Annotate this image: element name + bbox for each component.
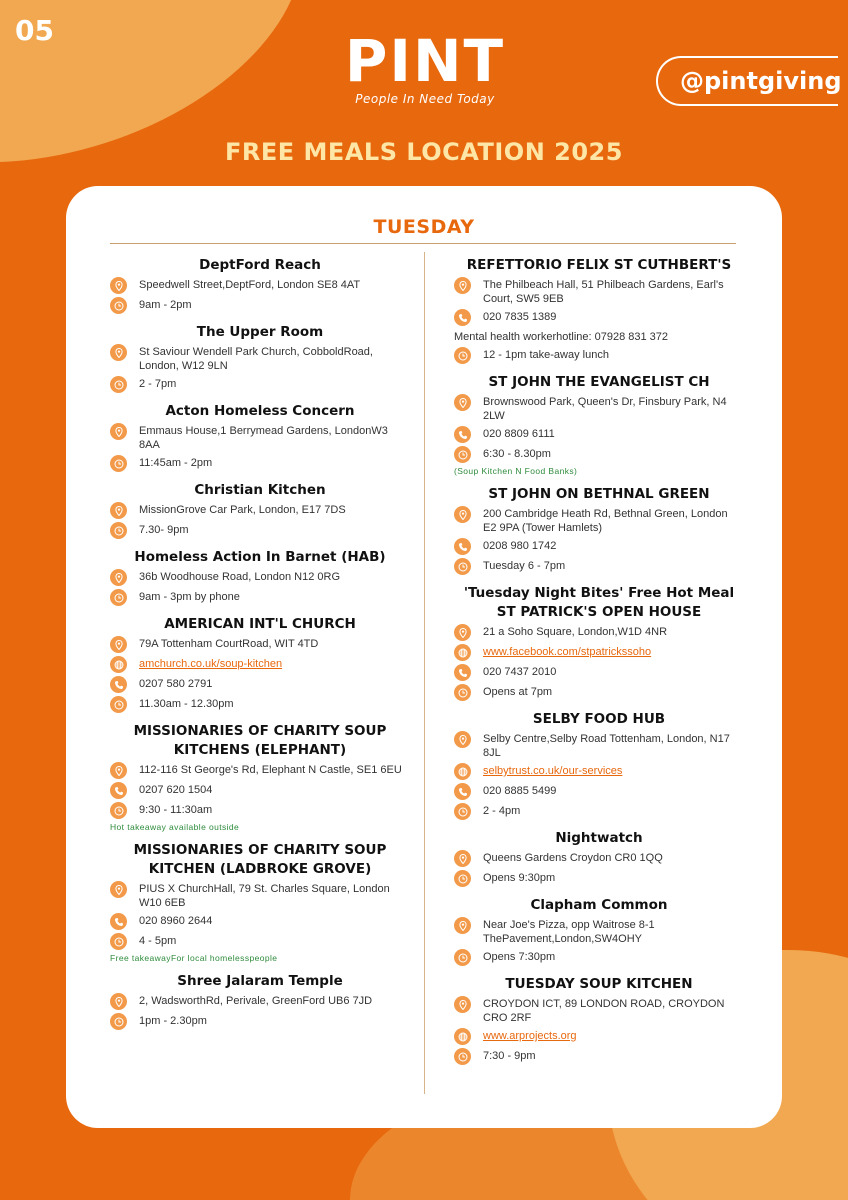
location-pin-icon: [110, 881, 127, 898]
venue-detail-row: [454, 310, 744, 326]
venue-title: MISSIONARIES OF CHARITY SOUP KITCHENS (ELEPHANT): [133, 723, 387, 758]
venue-hours: 9:30 - 11:30am: [139, 804, 213, 816]
venue-missionaries-of-charity-soup-kitchen-ladbroke-grove: [110, 841, 410, 963]
location-pin-icon: [110, 423, 127, 440]
venue-detail-row: [110, 882, 410, 910]
venue-title: ST JOHN ON BETHNAL GREEN: [488, 486, 710, 502]
venue-address: Selby Centre,Selby Road Tottenham, London, N17 8JL: [483, 733, 730, 759]
clock-icon: [454, 949, 471, 966]
venue-phone: 020 8885 5499: [483, 785, 557, 797]
clock-icon: [110, 802, 127, 819]
clock-icon: [454, 684, 471, 701]
venue-title: Acton Homeless Concern: [165, 403, 355, 419]
venue-phone: 020 8809 6111: [483, 428, 555, 440]
venue-title: Nightwatch: [555, 830, 643, 846]
venue-info-text: Mental health workerhotline: 07928 831 372: [454, 331, 669, 343]
venue-hours: Opens 9:30pm: [483, 872, 556, 884]
venue-detail-row: [454, 507, 744, 535]
venue-title: Homeless Action In Barnet (HAB): [134, 549, 386, 565]
venue-website-link[interactable]: amchurch.co.uk/soup-kitchen: [139, 658, 283, 670]
column-divider: [424, 252, 425, 1094]
venue-address: PIUS X ChurchHall, 79 St. Charles Square, London W10 6EB: [139, 883, 390, 909]
venue-address: CROYDON ICT, 89 LONDON ROAD, CROYDON CRO 2RF: [483, 998, 725, 1024]
venue-address: Emmaus House,1 Berrymead Gardens, LondonW3 8AA: [139, 425, 388, 451]
venue-detail-row: [110, 783, 410, 799]
venue-title: SELBY FOOD HUB: [532, 711, 666, 727]
location-pin-icon: [110, 569, 127, 586]
venue-title: MISSIONARIES OF CHARITY SOUP KITCHEN (LADBROKE GROVE): [133, 842, 387, 877]
venue-website-link[interactable]: selbytrust.co.uk/our-services: [483, 765, 623, 777]
venue-address: The Philbeach Hall, 51 Philbeach Gardens, Earl's Court, SW5 9EB: [483, 279, 724, 305]
page-title: FREE MEALS LOCATION 2025: [225, 138, 623, 166]
venue-detail-row: [454, 764, 744, 780]
venue-title: Shree Jalaram Temple: [177, 973, 343, 989]
venue-nightwatch: [454, 829, 744, 887]
location-pin-icon: [454, 731, 471, 748]
venue-detail-row: [454, 645, 744, 661]
venue-detail-row: [454, 950, 744, 966]
venue-hours: Tuesday 6 - 7pm: [483, 560, 566, 572]
clock-icon: [110, 696, 127, 713]
venue-phone: 0207 620 1504: [139, 784, 213, 796]
venue-detail-row: [454, 348, 744, 364]
venue-address: Speedwell Street,DeptFord, London SE8 4AT: [139, 279, 361, 291]
location-pin-icon: [110, 277, 127, 294]
venue-hours: 7.30- 9pm: [139, 524, 189, 536]
clock-icon: [454, 803, 471, 820]
venue-address: Queens Gardens Croydon CR0 1QQ: [483, 852, 663, 864]
venue-detail-row: [454, 685, 744, 701]
clock-icon: [110, 455, 127, 472]
venue-hours: 11.30am - 12.30pm: [139, 698, 234, 710]
venue-detail-row: [454, 395, 744, 423]
venue-christian-kitchen: [110, 481, 410, 539]
venue-detail-row: [110, 278, 410, 294]
venue-homeless-action-in-barnet-hab: [110, 548, 410, 606]
location-pin-icon: [454, 394, 471, 411]
logo-tagline: People In Need Today: [355, 92, 495, 106]
venue-detail-row: [454, 559, 744, 575]
venue-detail-row: [110, 934, 410, 950]
venue-detail-row: [110, 523, 410, 539]
venue-address: 36b Woodhouse Road, London N12 0RG: [139, 571, 340, 583]
listing-card: [66, 186, 782, 1128]
venue-phone: 020 8960 2644: [139, 915, 213, 927]
venue-detail-row: [454, 851, 744, 867]
globe-icon: [454, 763, 471, 780]
social-handle[interactable]: @pintgiving: [656, 56, 838, 106]
venue-hours: 11:45am - 2pm: [139, 457, 213, 469]
venue-detail-row: [110, 763, 410, 779]
clock-icon: [110, 376, 127, 393]
venue-hours: 2 - 4pm: [483, 805, 521, 817]
venue-detail-row: [110, 345, 410, 373]
clock-icon: [454, 347, 471, 364]
phone-icon: [454, 309, 471, 326]
clock-icon: [454, 446, 471, 463]
venue-title: 'Tuesday Night Bites' Free Hot Meal ST PATRICK'S OPEN HOUSE: [463, 585, 735, 620]
venue-address: Near Joe's Pizza, opp Waitrose 8-1 ThePavement,London,SW4OHY: [483, 919, 655, 945]
clock-icon: [454, 1048, 471, 1065]
phone-icon: [110, 782, 127, 799]
location-pin-icon: [454, 506, 471, 523]
venue-detail-row: [110, 424, 410, 452]
location-pin-icon: [454, 277, 471, 294]
venue-title: ST JOHN THE EVANGELIST CH: [488, 374, 710, 390]
venue-detail-row: [110, 298, 410, 314]
venue-detail-row: [110, 994, 410, 1010]
venue-the-upper-room: [110, 323, 410, 393]
page-number: 05: [15, 14, 54, 47]
venue-hours: Opens at 7pm: [483, 686, 553, 698]
location-pin-icon: [110, 344, 127, 361]
venue-phone: 020 7437 2010: [483, 666, 557, 678]
location-pin-icon: [110, 762, 127, 779]
venue-detail-row: [454, 732, 744, 760]
venue-detail-row: [454, 427, 744, 443]
phone-icon: [454, 664, 471, 681]
phone-icon: [110, 676, 127, 693]
day-title: TUESDAY: [373, 216, 475, 238]
venue-shree-jalaram-temple: [110, 972, 410, 1030]
clock-icon: [110, 1013, 127, 1030]
clock-icon: [454, 870, 471, 887]
venue-hours: 9am - 3pm by phone: [139, 591, 240, 603]
venue-detail-row: [454, 625, 744, 641]
location-pin-icon: [110, 993, 127, 1010]
venue-tuesday-night-bites-free-hot-meal-st-patrick-s-open-house: [454, 584, 744, 701]
venue-address: Brownswood Park, Queen's Dr, Finsbury Park, N4 2LW: [483, 396, 727, 422]
globe-icon: [454, 1028, 471, 1045]
venue-detail-row: [110, 456, 410, 472]
venue-hours: Opens 7:30pm: [483, 951, 556, 963]
venue-detail-row: [454, 871, 744, 887]
venue-detail-row: [454, 278, 744, 306]
globe-icon: [454, 644, 471, 661]
venue-hours: 6:30 - 8.30pm: [483, 448, 551, 460]
venue-detail-row: [454, 918, 744, 946]
venue-detail-row: [454, 1049, 744, 1065]
venue-hours: 7:30 - 9pm: [483, 1050, 536, 1062]
right-column: [454, 256, 744, 1074]
venue-detail-row: [110, 570, 410, 586]
venue-american-int-l-church: [110, 615, 410, 713]
venue-address: 112-116 St George's Rd, Elephant N Castle, SE1 6EU: [139, 764, 402, 776]
location-pin-icon: [110, 502, 127, 519]
location-pin-icon: [454, 850, 471, 867]
phone-icon: [454, 783, 471, 800]
clock-icon: [110, 297, 127, 314]
phone-icon: [454, 538, 471, 555]
venue-website-link[interactable]: www.facebook.com/stpatrickssoho: [483, 646, 652, 658]
venue-title: REFETTORIO FELIX ST CUTHBERT'S: [466, 257, 732, 273]
clock-icon: [454, 558, 471, 575]
venue-clapham-common: [454, 896, 744, 966]
venue-address: 2, WadsworthRd, Perivale, GreenFord UB6 7JD: [139, 995, 373, 1007]
venue-detail-row: [110, 803, 410, 819]
venue-title: The Upper Room: [196, 324, 324, 340]
venue-deptford-reach: [110, 256, 410, 314]
venue-detail-row: [110, 377, 410, 393]
globe-icon: [110, 656, 127, 673]
venue-detail-row: [454, 804, 744, 820]
venue-address: 21 a Soho Square, London,W1D 4NR: [483, 626, 668, 638]
venue-hours: 1pm - 2.30pm: [139, 1015, 207, 1027]
venue-title: Clapham Common: [530, 897, 668, 913]
venue-title: DeptFord Reach: [199, 257, 321, 273]
venue-website-link[interactable]: www.arprojects.org: [483, 1030, 577, 1042]
venue-hours: 12 - 1pm take-away lunch: [483, 349, 609, 361]
venue-detail-row: [454, 665, 744, 681]
location-pin-icon: [110, 636, 127, 653]
venue-selby-food-hub: [454, 710, 744, 820]
venue-detail-row: [110, 637, 410, 653]
location-pin-icon: [454, 917, 471, 934]
venue-detail-row: [110, 503, 410, 519]
venue-missionaries-of-charity-soup-kitchens-elephant: [110, 722, 410, 832]
venue-hours: 4 - 5pm: [139, 935, 177, 947]
venue-refettorio-felix-st-cuthbert-s: [454, 256, 744, 364]
location-pin-icon: [454, 624, 471, 641]
clock-icon: [110, 933, 127, 950]
left-column: [110, 256, 410, 1039]
venue-title: TUESDAY SOUP KITCHEN: [505, 976, 693, 992]
venue-detail-row: [454, 784, 744, 800]
venue-st-john-on-bethnal-green: [454, 485, 744, 575]
venue-detail-row: [454, 447, 744, 463]
venue-note: Free takeawayFor local homelesspeople: [110, 953, 278, 963]
venue-address: St Saviour Wendell Park Church, CobboldRoad, London, W12 9LN: [139, 346, 373, 372]
venue-detail-row: [110, 697, 410, 713]
venue-hours: 2 - 7pm: [139, 378, 177, 390]
venue-address: 79A Tottenham CourtRoad, WIT 4TD: [139, 638, 319, 650]
clock-icon: [110, 589, 127, 606]
title-rule: [110, 243, 736, 244]
venue-detail-row: [454, 997, 744, 1025]
phone-icon: [110, 913, 127, 930]
venue-title: AMERICAN INT'L CHURCH: [164, 616, 356, 632]
venue-address: MissionGrove Car Park, London, E17 7DS: [139, 504, 346, 516]
venue-note: Hot takeaway available outside: [110, 822, 240, 832]
phone-icon: [454, 426, 471, 443]
venue-detail-row: [110, 677, 410, 693]
venue-address: 200 Cambridge Heath Rd, Bethnal Green, London E2 9PA (Tower Hamlets): [483, 508, 728, 534]
venue-detail-row: [454, 1029, 744, 1045]
logo-word: PINT: [344, 27, 506, 95]
venue-phone: 0207 580 2791: [139, 678, 213, 690]
venue-tuesday-soup-kitchen: [454, 975, 744, 1065]
location-pin-icon: [454, 996, 471, 1013]
venue-detail-row: [110, 914, 410, 930]
venue-detail-row: [454, 539, 744, 555]
venue-hours: 9am - 2pm: [139, 299, 192, 311]
venue-detail-row: [110, 590, 410, 606]
venue-phone: 020 7835 1389: [483, 311, 557, 323]
clock-icon: [110, 522, 127, 539]
venue-detail-row: [110, 657, 410, 673]
venue-acton-homeless-concern: [110, 402, 410, 472]
pint-logo: [330, 27, 520, 106]
venue-phone: 0208 980 1742: [483, 540, 557, 552]
venue-detail-row: [110, 1014, 410, 1030]
venue-note: (Soup Kitchen N Food Banks): [454, 466, 578, 476]
venue-st-john-the-evangelist-ch: [454, 373, 744, 476]
venue-title: Christian Kitchen: [194, 482, 326, 498]
